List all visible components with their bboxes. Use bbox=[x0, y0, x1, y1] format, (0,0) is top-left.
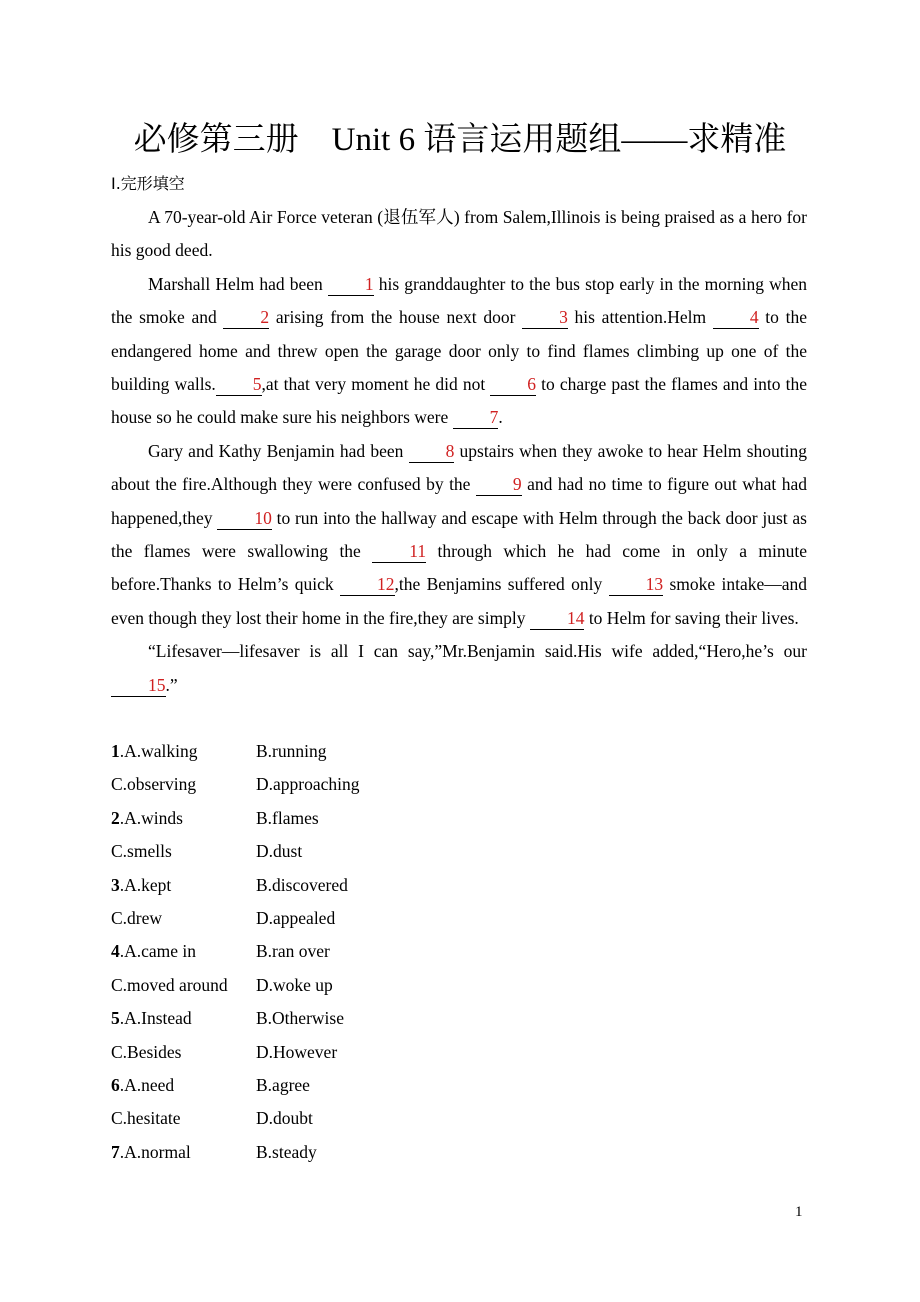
option-row bbox=[111, 1069, 360, 1102]
blank-2: 2 bbox=[223, 306, 269, 329]
passage-text: his attention.Helm bbox=[567, 307, 713, 328]
option-a: .A.kept bbox=[119, 874, 172, 895]
passage-text: Gary and Kathy Benjamin had been bbox=[148, 440, 409, 461]
question-number: 5 bbox=[111, 1008, 120, 1029]
option-b: B.ran over bbox=[256, 941, 330, 962]
option-row bbox=[111, 935, 360, 968]
option-row bbox=[111, 802, 360, 835]
page-number: 1 bbox=[795, 1204, 803, 1220]
option-a: .A.normal bbox=[119, 1141, 191, 1162]
section-heading: Ⅰ.完形填空 bbox=[111, 174, 185, 193]
blank-3: 3 bbox=[522, 306, 568, 329]
passage-text: smoke intake—and even though they lost their home in the fire,they are simply bbox=[111, 574, 808, 628]
option-row bbox=[111, 969, 360, 1002]
passage-text: . bbox=[498, 407, 503, 428]
passage-text: “Lifesaver—lifesaver is all I can say,”Mr.Benjamin said.His wife added,“Hero,he’s our bbox=[148, 641, 807, 662]
question-number: 3 bbox=[111, 874, 120, 895]
passage-text: through which he had come in only a minute before.Thanks to Helm’s quick bbox=[111, 541, 807, 595]
passage-text: arising from the house next door bbox=[269, 307, 523, 328]
option-d: D.However bbox=[256, 1041, 338, 1062]
blank-9: 9 bbox=[476, 473, 522, 496]
option-row bbox=[111, 835, 360, 868]
question-number: 4 bbox=[111, 941, 120, 962]
option-b: B.discovered bbox=[256, 874, 348, 895]
option-c: C.smells bbox=[111, 841, 172, 862]
passage-text: upstairs when they awoke to hear Helm shouting about the fire.Although they were confused by the bbox=[111, 440, 807, 495]
question-number: 7 bbox=[111, 1141, 120, 1162]
option-a: .A.Instead bbox=[119, 1008, 192, 1029]
question-number: 6 bbox=[111, 1074, 120, 1095]
blank-4: 4 bbox=[713, 306, 759, 329]
option-d: D.dust bbox=[256, 841, 303, 862]
question-number: 2 bbox=[111, 807, 120, 828]
passage-text: to charge past the flames and into the house so he could make sure his neighbors were bbox=[111, 374, 808, 428]
blank-5: 5 bbox=[216, 373, 262, 396]
option-d: D.appealed bbox=[256, 907, 336, 928]
passage-text: to run into the hallway and escape with Helm through the back door just as the flames were swallowing the bbox=[111, 507, 807, 562]
option-a: .A.walking bbox=[119, 741, 198, 761]
passage-text: Marshall Helm had been bbox=[148, 273, 328, 294]
blank-10: 10 bbox=[217, 507, 272, 530]
option-b: B.steady bbox=[256, 1141, 317, 1162]
option-row bbox=[111, 768, 360, 801]
option-row bbox=[111, 735, 360, 768]
passage-text: and had no time to figure out what had happened,they bbox=[111, 474, 807, 528]
option-row bbox=[111, 1102, 360, 1135]
option-row bbox=[111, 1036, 360, 1069]
options-list bbox=[111, 735, 360, 1169]
question-number: 1 bbox=[111, 741, 120, 761]
paragraph-4 bbox=[111, 635, 807, 702]
option-row bbox=[111, 902, 360, 935]
option-c: C.hesitate bbox=[111, 1108, 181, 1129]
option-row bbox=[111, 869, 360, 902]
passage-text: A 70-year-old Air Force veteran (退伍军人) from Salem,Illinois is being praised as a hero for his good deed. bbox=[111, 207, 807, 261]
blank-12: 12 bbox=[340, 573, 395, 596]
option-a: .A.came in bbox=[119, 941, 197, 962]
passage-text: ,the Benjamins suffered only bbox=[394, 574, 609, 595]
passage-text: his granddaughter to the bus stop early in the morning when the smoke and bbox=[111, 273, 808, 328]
option-a: .A.winds bbox=[119, 807, 183, 828]
option-b: B.Otherwise bbox=[256, 1008, 344, 1029]
blank-8: 8 bbox=[409, 440, 455, 463]
passage-text: to Helm for saving their lives. bbox=[584, 607, 799, 628]
option-d: D.approaching bbox=[256, 774, 360, 795]
blank-15: 15 bbox=[111, 674, 166, 697]
blank-14: 14 bbox=[530, 607, 585, 630]
blank-7: 7 bbox=[453, 406, 499, 429]
option-c: C.drew bbox=[111, 907, 163, 928]
blank-11: 11 bbox=[372, 540, 426, 563]
passage-text: .” bbox=[165, 674, 178, 695]
paragraph-2 bbox=[111, 268, 807, 435]
passage-text: to the endangered home and threw open the garage door only to find flames climbing up one of the building walls. bbox=[111, 307, 807, 395]
option-row bbox=[111, 1002, 360, 1035]
option-a: .A.need bbox=[119, 1074, 175, 1095]
blank-1: 1 bbox=[328, 273, 374, 296]
option-d: D.woke up bbox=[256, 974, 333, 995]
passage-text: ,at that very moment he did not bbox=[261, 374, 491, 395]
option-c: C.moved around bbox=[111, 974, 228, 995]
option-b: B.running bbox=[256, 741, 327, 761]
option-c: C.Besides bbox=[111, 1041, 182, 1062]
blank-13: 13 bbox=[609, 573, 664, 596]
blank-6: 6 bbox=[490, 373, 536, 396]
paragraph-1 bbox=[111, 201, 807, 268]
option-b: B.flames bbox=[256, 807, 319, 828]
option-b: B.agree bbox=[256, 1074, 310, 1095]
option-c: C.observing bbox=[111, 774, 197, 795]
page-title: 必修第三册 Unit 6 语言运用题组——求精准 bbox=[133, 122, 787, 158]
paragraph-3 bbox=[111, 435, 807, 635]
option-row bbox=[111, 1136, 360, 1169]
option-d: D.doubt bbox=[256, 1108, 313, 1129]
passage bbox=[111, 201, 807, 702]
